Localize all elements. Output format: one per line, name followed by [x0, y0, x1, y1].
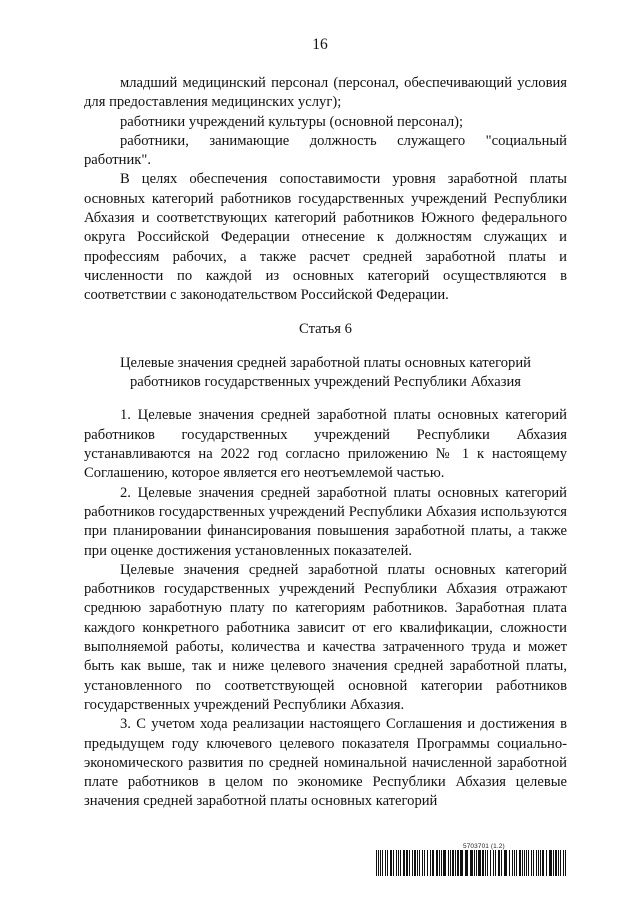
barcode-bar: [403, 850, 405, 876]
barcode-bar: [495, 850, 496, 876]
paragraph: 3. С учетом хода реализации настоящего Соглашения и достижения в предыдущем году ключевого целевого показателя Программы социально-экономического развития по средней номинальной начисленной заработной плате работников в целом по экономике Республики Абхазия целевые значения средней заработной платы основных категорий: [84, 716, 567, 810]
page-number: 16: [312, 36, 328, 53]
barcode-bar: [546, 850, 547, 876]
barcode-bar: [478, 850, 481, 876]
paragraph: работники, занимающие должность служащего "социальный работник".: [84, 132, 567, 169]
barcode-bar: [516, 850, 517, 876]
barcode-bar: [482, 850, 484, 876]
barcode-bar: [519, 850, 521, 876]
barcode-bar: [382, 850, 383, 876]
barcode-bar: [528, 850, 529, 876]
barcode-bar: [498, 850, 500, 876]
barcode-bar: [493, 850, 494, 876]
barcode-bar: [457, 850, 459, 876]
barcode-bar: [450, 850, 451, 876]
barcode-bar: [509, 850, 510, 876]
barcode-bar: [465, 850, 468, 876]
barcode-bar: [390, 850, 392, 876]
article-heading-line-1: Целевые значения средней заработной платы основных категорий: [120, 354, 531, 371]
paragraph: В целях обеспечения сопоставимости уровня заработной платы основных категорий работников государственных учреждений Республики Абхазия и соответствующих категорий работников Южного федерального округа Российской Федерации отнесение к должностям служащих и профессиям рабочих, а также расчет средней заработной платы и численности по каждой из основных категорий осуществляются в соответствии с законодательством Российской Федерации.: [84, 171, 567, 304]
barcode-bar: [524, 850, 525, 876]
barcode-bar: [501, 850, 502, 876]
barcode-bar: [563, 850, 564, 876]
barcode-bar: [443, 850, 446, 876]
barcode-bar: [436, 850, 438, 876]
barcode-bar: [514, 850, 515, 876]
barcode-bar: [555, 850, 557, 876]
barcode-bar: [419, 850, 420, 876]
barcode-bar: [540, 850, 541, 876]
barcode-bar: [378, 850, 379, 876]
barcode-bar: [387, 850, 388, 876]
barcode-bar: [542, 850, 544, 876]
article-title: Статья 6: [299, 320, 352, 337]
barcode-bar: [470, 850, 473, 876]
barcode-bar: [455, 850, 456, 876]
barcode-bar: [424, 850, 425, 876]
barcode: [376, 850, 568, 876]
barcode-bar: [536, 850, 537, 876]
barcode-bar: [400, 850, 401, 876]
barcode-bar: [414, 850, 416, 876]
barcode-bar: [549, 850, 552, 876]
barcode-bar: [485, 850, 486, 876]
barcode-bar: [393, 850, 394, 876]
barcode-bar: [398, 850, 399, 876]
barcode-bar: [441, 850, 442, 876]
barcode-bar: [430, 850, 431, 876]
barcode-bar: [422, 850, 423, 876]
document-code: 5703701 (1.2): [463, 843, 505, 850]
barcode-bar: [522, 850, 523, 876]
barcode-bar: [538, 850, 539, 876]
barcode-bar: [526, 850, 527, 876]
barcode-bar: [427, 850, 428, 876]
barcode-bar: [380, 850, 381, 876]
barcode-bar: [396, 850, 397, 876]
barcode-bar: [432, 850, 434, 876]
barcode-bar: [474, 850, 475, 876]
barcode-bar: [417, 850, 418, 876]
barcode-bar: [533, 850, 534, 876]
barcode-bar: [487, 850, 488, 876]
paragraph: работники учреждений культуры (основной персонал);: [120, 113, 464, 130]
barcode-bar: [376, 850, 377, 876]
barcode-bar: [448, 850, 449, 876]
barcode-bar: [560, 850, 561, 876]
paragraph: Целевые значения средней заработной платы основных категорий работников государственных учреждений Республики Абхазия отражают среднюю заработную плату по категориям работников. Заработная плата каждого конкретного работника зависит от его квалификации, сложности выполняемой работы, количества и качества затраченного труда и может быть как выше, так и ниже целевого значения средней заработной платы, установленного по соответствующей основной категории работников государственных учреждений Республики Абхазия.: [84, 561, 567, 713]
barcode-bar: [565, 850, 566, 876]
barcode-bar: [504, 850, 507, 876]
paragraph: младший медицинский персонал (персонал, обеспечивающий условия для предоставления медицинских услуг);: [84, 75, 567, 111]
article-heading-line-2: работников государственных учреждений Республики Абхазия: [129, 374, 521, 391]
barcode-bar: [512, 850, 513, 876]
barcode-bar: [476, 850, 477, 876]
barcode-bar: [412, 850, 413, 876]
barcode-bar: [452, 850, 454, 876]
barcode-bar: [409, 850, 410, 876]
barcode-bar: [460, 850, 463, 876]
document-body: [84, 74, 567, 812]
barcode-bar: [406, 850, 408, 876]
barcode-bar: [439, 850, 440, 876]
barcode-bar: [558, 850, 559, 876]
barcode-bar: [553, 850, 554, 876]
paragraph: 2. Целевые значения средней заработной платы основных категорий работников государственных учреждений Республики Абхазия используются при планировании финансирования повышения заработной платы, а также при оценке достижения установленных показателей.: [84, 484, 567, 559]
barcode-bar: [531, 850, 532, 876]
barcode-bar: [385, 850, 386, 876]
paragraph: 1. Целевые значения средней заработной платы основных категорий работников государственных учреждений Республики Абхазия устанавливаются на 2022 год согласно приложению № 1 к настоящему Соглашению, которое является его неотъемлемой частью.: [84, 407, 567, 482]
barcode-bar: [490, 850, 491, 876]
